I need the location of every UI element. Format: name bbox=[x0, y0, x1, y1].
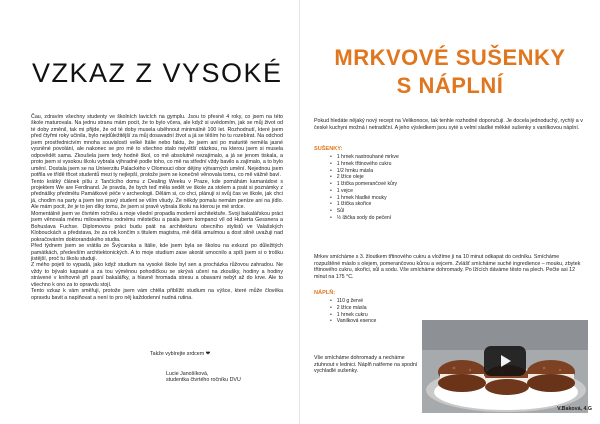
right-page bbox=[300, 0, 600, 424]
ingredient-item: • 1 hrnek nastrouhané mrkve bbox=[330, 154, 399, 161]
closing-line: Takže vybírejte srdcem ❤ bbox=[150, 351, 211, 357]
article-paragraph: Tento vzkaz k vám směřuji, protože jsem vám chtěla přiblížit studium na výšce, které může člověka opravdu bavit a naplňovat a není to pro něj každodenní nudná rutina. bbox=[31, 288, 283, 301]
article-paragraph: Tento krátký článek píšu z Tančícího domu z Dealing Weeku v Praze, kde pomáhám kamarádovi s projektem We are Ferdinand. Je pravda, že bych teď měla sedět ve škole za stolem a psát si poznámky z přednášky předmětu Památkové péče v archeologii. Dělám si, co chci, plánuji si svůj čas ve škole, jak chci já, chodím na party a jsem ten pravý student se vším všudy. Že někdy pomalu nemám peníze ani na jídlo. Ale mám pocit, že je to jen díky tomu, že jsem si pravě vybrala školu na kterou je mé srdce. bbox=[31, 178, 283, 211]
filling-item: • 1 hrnek cukru bbox=[330, 312, 376, 319]
recipe-title bbox=[314, 44, 586, 100]
ingredient-item: • 1 vejce bbox=[330, 188, 399, 195]
recipe-author: V.Baková, 4.G bbox=[557, 406, 592, 412]
article-signature bbox=[150, 351, 283, 384]
filling-item: • 110 g žervé bbox=[330, 298, 376, 305]
ingredient-item: • 1 lžička skořice bbox=[330, 201, 399, 208]
filling-item: • 2 lžíce másla bbox=[330, 305, 376, 312]
article-paragraph: Z mého pojetí to vypadá, jako když studium na vysoké škole byl sen a procházka růžovou zahradou. Ne vždy to bývalo kapsaté a za tou výměnou pohodičkou se skrývá učení na zkoušky, hodiny a hodiny strávené v knihovně při psaní bakalářky, a hlavně hromada stresu a obavami nebýt až do krve. Ale to všechno k ono za to opravdu stojí. bbox=[31, 262, 283, 288]
author-role: studentka čtvrtého ročníku DVU bbox=[166, 377, 241, 384]
ingredients-list bbox=[330, 154, 399, 222]
play-icon[interactable] bbox=[484, 346, 526, 376]
ingredient-item: • 1 lžička pomerančové kůry bbox=[330, 181, 399, 188]
filling-list bbox=[330, 298, 376, 325]
recipe-intro: Pokud hledáte nějaký nový recept na Velikonoce, tak tenhle rozhodně doporučuji. Je docela jednoduchý, rychlý a v české kuchyni možná i netradiční. A jeho výsledkem jsou syté a velmi sladké měkké sušenky s vanilkovou náplní. bbox=[314, 118, 583, 131]
recipe-title-line: S NÁPLNÍ bbox=[396, 73, 504, 98]
recipe-final-step: Vše smícháme dohromady a necháme ztuhnout v lednici. Náplň natřeme na spodní vychladlé sušenky. bbox=[314, 355, 418, 375]
ingredients-heading: SUŠENKY: bbox=[314, 146, 343, 152]
recipe-method: Mrkev smícháme s 3. žloutkem třtinového cukru a vložíme ji na 10 minut odkapat do cedníku. Smícháme rozpuštěné máslo s olejem, pomerančovou kůrou a vejcem. Zvlášť smícháme suché ingredience – mouku, zbytek třtinového cukru, skořici, sůl a sodu. Vše smícháme dohromady. Po lžících dáváme těsto na plech. Pečte asi 12 minut na 175 °C. bbox=[314, 254, 581, 280]
ingredient-item: • Sůl bbox=[330, 208, 399, 215]
ingredient-item: • 1/2 hrnku másla bbox=[330, 168, 399, 175]
ingredient-item: • 2 lžíce oleje bbox=[330, 174, 399, 181]
recipe-video[interactable] bbox=[422, 320, 588, 413]
author-name: Lucie Janošíková, bbox=[166, 370, 209, 377]
ingredient-item: • 1 hrnek hladké mouky bbox=[330, 195, 399, 202]
author-block bbox=[166, 371, 283, 384]
filling-heading: NÁPLŇ: bbox=[314, 290, 336, 296]
article-body bbox=[31, 114, 283, 301]
filling-item: • Vanilková esence bbox=[330, 318, 376, 325]
article-paragraph: Před týdnem jsem se vrátila ze Švýcarska a Itálie, kde jsem byla se školou na exkurzi po důležitých památkách, především architektonických. A to moje studium zase akorát umocnilo a spíš jsem si o trošku jistější, proč tu školu studuji. bbox=[31, 243, 283, 262]
article-paragraph: Momentálně jsem ve čtvrtém ročníku a moje všední propadla moderní architektuře. Svoji bakalářskou práci jsem věnovala mému milovanému rodnému městečku a psala jsem kompanci víl od Huberta Gessnera a Bohuslava Fuchse. Diplomovou práci budu psát na architekturu obecního stylistů ve Valašských Klobouckách a představa, že za rok končím s titulem magistra, mě dělá amulmou a dost silně uvažuji nad pokračováním doktorandského studia. bbox=[31, 210, 283, 243]
recipe-title-line: MRKVOVÉ SUŠENKY bbox=[334, 45, 566, 70]
ingredient-item: • ½ lžička sody do pečení bbox=[330, 215, 399, 222]
article-title: VZKAZ Z VYSOKÉ bbox=[32, 58, 283, 88]
article-paragraph: Čau, zdravím všechny studenty ve školních lavicích na gymplu. Jsou to přesně 4 roky, co jsem na této škole maturovala. Na jednu stranu mám pocit, že to bylo včera, ale když si uvědomím, jak se můj život od té doby změnil, tak mi přijde, že od té doby musela uběhnout minimálně 100 let. Rozhodnutí, které jsem před čtyřmi roky učinila, bylo nejdůležitější za můj dosavadní život a já se těším ho tu rozebírat. Na odchod jsem prostřednictvím mnoha souvislostí velké Itálie nebo faktu, že jsem ani po maturitě neměla jasné vysněné povolání, ale nakonec se pro mě to všechno stalo největší otázkou, na kterou jsem si musela odpovědět sama. Zkoušela jsem tedy hodně škol, co mě absolutně nezajímalo, a já se jenom tiskala, a proto jsem si vysokou školu vybrala výhradně podle toho, co mě na střední vždy bavilo a zajímalo, a to bylo umění. Dostala jsem se na Univerzitu Palackého v Olomouci obor dějiny výtvarných umění. Nejednou jsem potřila ve třídě třicet studentů mezi ty nejlepší, protože jsem se konečně věnovala tomu, co mě vážně baví. bbox=[31, 114, 283, 179]
ingredient-item: • 1 hrnek třtinového cukru bbox=[330, 161, 399, 168]
